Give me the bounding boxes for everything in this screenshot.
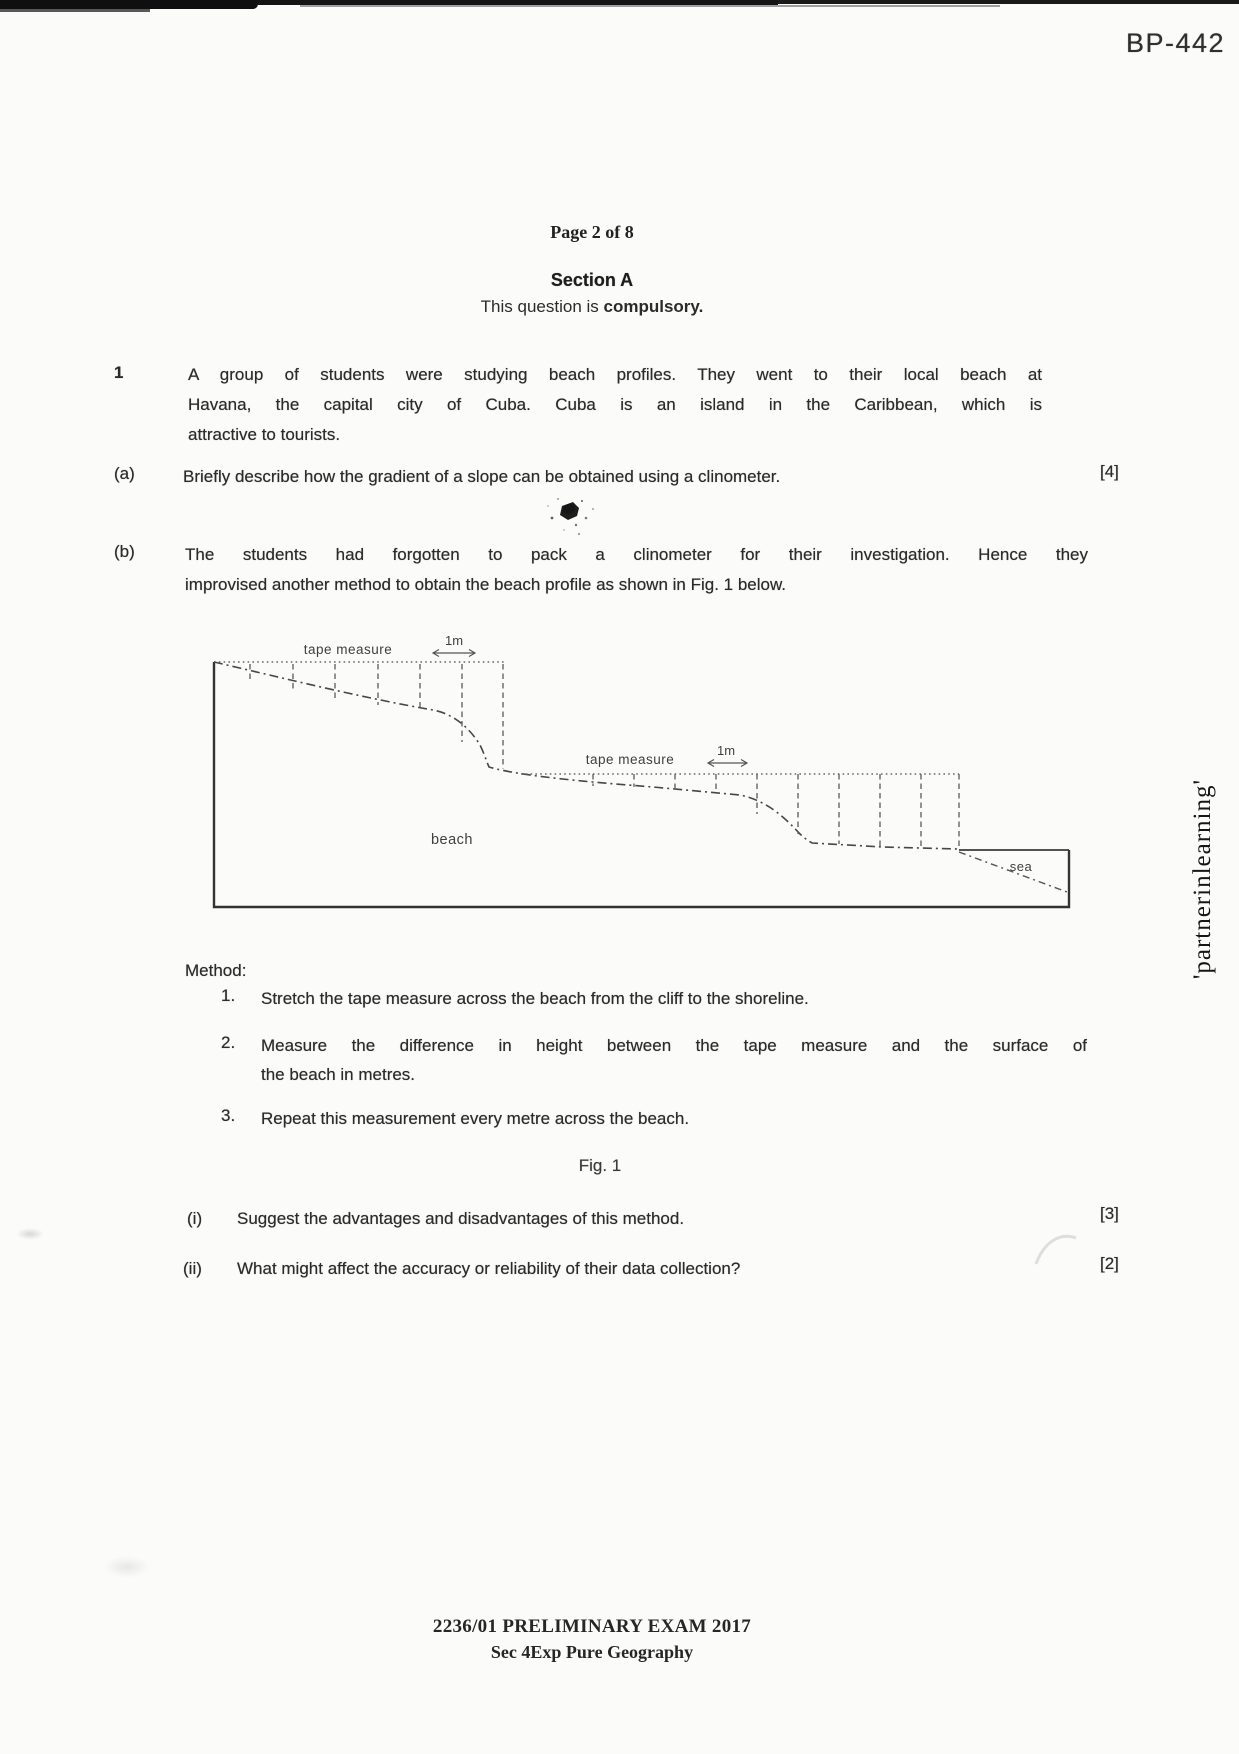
footer-exam-line: 2236/01 PRELIMINARY EXAM 2017 <box>432 1616 752 1637</box>
scan-edge-segment <box>0 0 258 9</box>
scale-arrow-2 <box>708 760 747 767</box>
faint-smudge-left <box>16 1228 44 1240</box>
method-step-text <box>261 984 1087 1014</box>
method-step-text <box>261 1104 1087 1134</box>
sub-ii-marks: [2] <box>1100 1254 1119 1273</box>
tape-measure-1-label: tape measure <box>303 642 393 657</box>
page-indicator: Page 2 of 8 <box>550 222 634 242</box>
text-line: Havana, the capital city of Cuba. Cuba is an island in the Caribbean, which is <box>188 395 1042 414</box>
section-note-bold: compulsory. <box>603 297 704 316</box>
text-line: A group of students were studying beach profiles. They went to their local beach at <box>188 365 1042 384</box>
scale-arrow-1 <box>433 650 475 657</box>
part-a-text: Briefly describe how the gradient of a slope can be obtained using a clinometer. <box>183 467 781 486</box>
text-line: the beach in metres. <box>261 1065 416 1084</box>
method-step-number: 3. <box>221 1106 236 1125</box>
scale-1m-label-1: 1m <box>444 633 464 648</box>
text-line: The students had forgotten to pack a clinometer for their investigation. Hence they <box>185 545 1088 564</box>
method-step-number: 1. <box>221 986 236 1005</box>
sub-ii-label: (ii) <box>183 1259 202 1278</box>
scan-edge-segment <box>0 9 150 12</box>
question-intro <box>188 360 1042 450</box>
text-line: Repeat this measurement every metre across the beach. <box>261 1109 690 1128</box>
faint-pencil-mark <box>1030 1222 1094 1274</box>
sub-i-label: (i) <box>187 1209 203 1228</box>
sea-label: sea <box>1009 859 1033 874</box>
part-b-label: (b) <box>114 542 135 561</box>
sub-i-marks: [3] <box>1100 1204 1119 1223</box>
text-line: Stretch the tape measure across the beach from the cliff to the shoreline. <box>261 989 809 1008</box>
sub-ii-text: What might affect the accuracy or reliability of their data collection? <box>237 1259 741 1278</box>
scan-edge-segment <box>300 5 1000 7</box>
beach-profile-figure <box>183 628 1075 915</box>
text-line: Measure the difference in height between the tape measure and the surface of <box>261 1036 1087 1055</box>
figure-caption: Fig. 1 <box>578 1156 622 1175</box>
doc-code: BP-442 <box>1126 28 1226 58</box>
text-line: attractive to tourists. <box>188 425 341 444</box>
scan-edge-segment <box>778 0 1239 4</box>
method-heading: Method: <box>185 961 247 980</box>
part-a-marks: [4] <box>1100 462 1119 481</box>
watermark-text: 'partnerinlearning' <box>1189 778 1216 980</box>
footer-subject-line: Sec 4Exp Pure Geography <box>490 1642 694 1662</box>
tape-measure-2-label: tape measure <box>585 752 675 767</box>
figure-frame <box>214 662 1069 907</box>
faint-smudge-bottom <box>104 1556 150 1578</box>
question-number: 1 <box>114 363 124 382</box>
tape-2-metre-ticks <box>593 774 959 848</box>
watermark-vertical-text <box>1179 760 1227 998</box>
method-step-number: 2. <box>221 1033 236 1052</box>
part-b-text <box>185 540 1088 600</box>
scale-1m-label-2: 1m <box>716 743 736 758</box>
ink-smudge-artifact <box>540 492 604 540</box>
section-title: Section A <box>550 270 634 290</box>
beach-label: beach <box>430 832 474 848</box>
part-a-label: (a) <box>114 464 135 483</box>
method-step-text <box>261 1031 1087 1089</box>
sub-i-text: Suggest the advantages and disadvantages of this method. <box>237 1209 685 1228</box>
text-line: improvised another method to obtain the beach profile as shown in Fig. 1 below. <box>185 575 787 594</box>
section-note <box>0 297 1184 317</box>
section-note-text: This question is <box>480 297 604 316</box>
